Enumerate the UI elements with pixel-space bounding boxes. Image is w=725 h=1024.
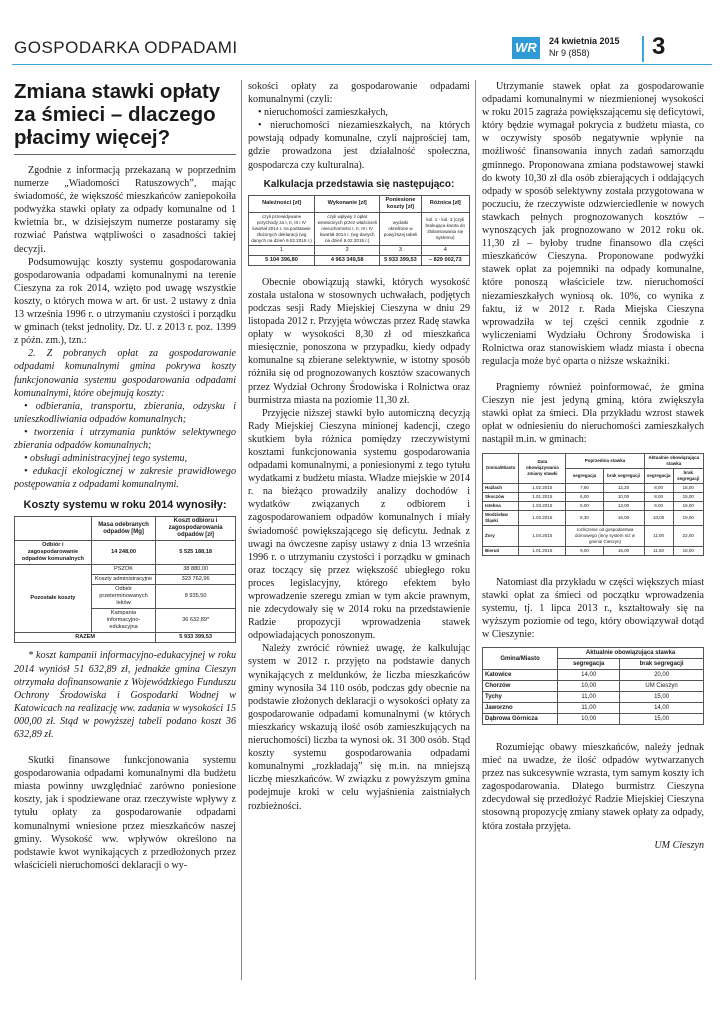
table-cell: Kampania informacyjno-edukacyjna: [91, 609, 156, 633]
table-cell: 10,00: [603, 492, 644, 501]
table-cell: 5 104 396,80: [249, 255, 315, 265]
table-cell: 1: [249, 245, 315, 255]
page-header: [12, 34, 712, 65]
article-title: Zmiana stawki opłaty za śmieci – dlaczego płacimy więcej?: [14, 80, 236, 155]
table-header: [15, 517, 92, 541]
table-cell: 1.04.2015: [519, 525, 566, 546]
table-header: brak segregacji: [603, 468, 644, 483]
footnote: * koszt kampanii informacyjno-edukacyjnej w roku 2014 wyniósł 51 632,89 zł, jednakże gmina Cieszyn otrzymała dofinansowanie z Wojewódzkiego Funduszu Ochrony Środowiska i Gospodarki Wodnej w Katowicach na realizację ww. zadania w wysokości 15 000,00 zł. Stąd w powyższej tabeli podano koszt 36 632,89 zł.: [14, 650, 236, 740]
table-cell: 2: [315, 245, 380, 255]
paragraph: Podsumowując koszty systemu gospodarowania gospodarowania odpadami komunalnymi na terenie Cieszyna za rok 2014, wzięto pod uwagę wszystkie koszty, o których mowa w art. 6r ust. 2 ustawy z dnia 13 września 1996 r. o utrzymaniu czystości i porządku w gminach (tekst jednolity. Dz. U. z 2013 r. poz. 1399 z późn. zm.), tzn.:: [14, 256, 236, 347]
table-cell: 5 933 399,53: [380, 255, 421, 265]
table-cell: 8,00: [644, 492, 673, 501]
table-header: segregacja: [566, 468, 603, 483]
table-cell: 16,00: [673, 501, 703, 510]
table-cell: 15,00: [673, 483, 703, 492]
page-number: 3: [652, 33, 666, 60]
table-cell: 323 762,96: [156, 575, 236, 585]
table-cell: 1.02.2015: [519, 483, 566, 492]
table-header: Gmina/Miasto: [483, 648, 558, 670]
table-row: [483, 510, 704, 525]
list-item: • odbierania, transportu, zbierania, odzysku i unieszkodliwiania odpadów komunalnych;: [14, 400, 236, 425]
table-cell: 20,00: [620, 670, 704, 681]
list-item: • nieruchomości zamieszkałych,: [258, 107, 388, 119]
table-cell: 16,00: [603, 546, 644, 555]
table-cell: RAZEM: [15, 633, 156, 643]
table-cell: Jaworzno: [483, 703, 558, 714]
column-divider: [475, 80, 476, 980]
table-row: [15, 633, 236, 643]
cost-list: [14, 400, 236, 492]
table-row: [483, 483, 704, 492]
table-cell: 22,00: [673, 525, 703, 546]
table-cell: Katowice: [483, 670, 558, 681]
table-cell: 38 880,00: [156, 565, 236, 575]
table-cell: 11,50: [644, 546, 673, 555]
table-cell: 1.01.2015: [519, 492, 566, 501]
table-cell: 10,00: [644, 510, 673, 525]
table-cell: 1.03.2015: [519, 510, 566, 525]
table-row: [483, 703, 704, 714]
signature: UM Cieszyn: [654, 839, 704, 851]
table-cell: 19,00: [673, 510, 703, 525]
table-cell: 6,00: [566, 501, 603, 510]
table-cell: 15,00: [673, 492, 703, 501]
table-header: Aktualnie obowiązująca stawka: [558, 648, 704, 659]
table-cell: Hażlach: [483, 483, 519, 492]
paragraph: Zgodnie z informacją przekazaną w poprzednim numerze „Wiadomości Ratuszowych”, mając świadomość, że większość mieszkańców zaniepokoiła podwyżka stawki opłaty za odpady komunalne od 1 kwietnia br., w dzisiejszym numerze postaramy się rozwiać Państwa wątpliwości o zasadności takiej decyzji.: [14, 165, 236, 255]
table-row: [483, 546, 704, 555]
table-cell: 5 525 188,18: [156, 541, 236, 565]
paragraph: Obecnie obowiązują stawki, których wysokość została ustalona w stosownych uchwałach, podjętych podczas sesji Rady Miejskiej Cieszyna w dniu 29 listopada 2012 r. Przyjęta wówczas przez Radę stawka opłaty w wysokości 8,30 zł od mieszkańca miesięcznie, ponoszona w przypadku, kiedy odpady komunalne są zbierane selektywnie, w istotny sposób różniła się od prognozowanych kosztów szacowanych przez Wydział Ochrony Środowiska i Rolnictwa oraz burmistrza miasta na poziomie 11,30 zł.: [248, 276, 470, 406]
table-cell: Chorzów: [483, 681, 558, 692]
table-row: [483, 492, 704, 501]
table-cell: Koszty administracyjne: [91, 575, 156, 585]
table-row: [249, 245, 470, 255]
table-cell: 18,00: [673, 546, 703, 555]
table-header: Należności [zł]: [249, 195, 315, 212]
table-cell: Pozostałe koszty: [15, 565, 92, 633]
table-cell: 16,00: [603, 510, 644, 525]
table-cell: 8 935,50: [156, 585, 236, 609]
table-row: [15, 541, 236, 565]
table-cell: Dąbrowa Górnicza: [483, 714, 558, 725]
table-title: Kalkulacja przedstawia się następująco:: [263, 178, 455, 190]
table-cell: Istebna: [483, 501, 519, 510]
table-cell: Odbiór przeterminowanych leków: [91, 585, 156, 609]
table-cell: 11,00: [558, 692, 620, 703]
table-cell: 14,00: [558, 670, 620, 681]
table-row: [483, 681, 704, 692]
table-cell: 6,00: [566, 492, 603, 501]
table-cell: Wodzisław Śląski: [483, 510, 519, 525]
table-cell: 7,60: [566, 483, 603, 492]
table-cell: Skoczów: [483, 492, 519, 501]
table-row: [15, 565, 236, 575]
table-cell: Bieruń: [483, 546, 519, 555]
table-cell: 3: [380, 245, 421, 255]
paragraph: sokości opłaty za gospodarowanie odpadami komunalnymi (czyli:: [248, 81, 470, 106]
table-row: [483, 670, 704, 681]
paragraph: Natomiast dla przykładu w części większych miast stawki opłat za śmieci od początku wprowadzenia systemu, tj. 1 lipca 2013 r., kształtowały się na wyższym poziomie od tego, który obowiązywał dotąd w Cieszynie:: [482, 576, 704, 640]
column-divider: [241, 80, 242, 980]
table-title: Koszty systemu w roku 2014 wynosiły:: [23, 499, 227, 512]
table-row: [483, 501, 704, 510]
table-cell: 11,00: [644, 525, 673, 546]
table-cell: 9,00: [566, 546, 603, 555]
cities-table: [482, 647, 704, 725]
issue-number: Nr 9 (858): [549, 48, 590, 58]
paragraph: Utrzymanie stawek opłat za gospodarowanie odpadami komunalnymi w niezmienionej wysokości w roku 2015 zagraża powiększającemu się deficytowi, który będzie wymagał pokrycia z budżetu miasta, co w oczywisty sposób negatywnie wpłynie na możliwość finansowania innych zadań samorządu gminnego. Proponowana zmiana podstawowej stawki do kwoty 10,30 zł dla osób zbierających i oddających odpady w sposób selektywny została przygotowana w poczuciu, że rzeczywiste odzwierciedlenie w nowych stawkach pełnych prognozowanych kosztów – wynoszących jak prognozowano w 2012 roku ok. 11,30 zł – byłoby trudne finansowo dla części mieszkańców Cieszyna. Proponowane podwyżki stawek opłat za pojemniki na odpady komunalne, które ponoszą właściciele tzw. nieruchomości niezamieszkałych wyniosą ok. 10%, co wynika z faktu, iż w 2012 r. Rada Miejska Cieszyna wprowadziła w tej części cennik zgodnie z wyliczeniami Wydziału Ochrony Środowiska i Rolnictwa oraz stanowiskiem władz miasta i obecna regulacja może być oparta o niższe wskaźniki.: [482, 81, 704, 367]
table-cell: 15,00: [620, 714, 704, 725]
column-3: [482, 80, 704, 852]
table-cell: czyli wpływy z opłat wniesionych przez właścicieli nieruchomości I, II, III i IV kwartał 2014 r. (wg danych na dzień 9.02.2015 r.): [315, 212, 380, 245]
table-header: Koszt odbioru i zagospodarowania odpadów [zł]: [156, 517, 236, 541]
table-row: [249, 212, 470, 245]
table-row: [483, 714, 704, 725]
municipalities-table: [482, 453, 704, 556]
list-item: • tworzenia i utrzymania punktów selektywnego zbierania odpadów komunalnych;: [14, 426, 236, 451]
table-row: [483, 525, 704, 546]
table-cell: PSZOK: [91, 565, 156, 575]
table-cell: 1.01.2015: [519, 546, 566, 555]
table-header: Data obowiązywania zmiany stawki: [519, 453, 566, 483]
table-header: Masa odebranych odpadów [Mg]: [91, 517, 156, 541]
issue-date: 24 kwietnia 2015: [549, 36, 620, 46]
list-item: • nieruchomości niezamieszkałych, na których powstają odpady komunalne, czyli najprościej tam, gdzie prowadzona jest działalność społeczna, gospodarcza czy kulturalna).: [248, 120, 470, 171]
table-header: Wykonanie [zł]: [315, 195, 380, 212]
table-header: Aktualnie obowiązująca stawka: [644, 453, 703, 468]
table-cell: 1.03.2015: [519, 501, 566, 510]
table-cell: 12,20: [603, 483, 644, 492]
table-header: Różnica [zł]: [421, 195, 469, 212]
table-cell: rozliczenie od gospodarstwa domowego (inny system niż w gminie Cieszyn): [566, 525, 644, 546]
table-cell: wydatki określone w powyższej tabeli: [380, 212, 421, 245]
table-cell: Tychy: [483, 692, 558, 703]
table-cell: kol. 1 - kol. 3 (czyli brakująca kwota do zbilansowania się systemu): [421, 212, 469, 245]
table-cell: 8,30: [566, 510, 603, 525]
table-header: segregacja: [558, 659, 620, 670]
paragraph: Skutki finansowe funkcjonowania systemu gospodarowania odpadami komunalnymi dla budżetu miasta powinny uwzględniać zarówno poniesione koszty, jak i spodziewane oraz rzeczywiste wpływy z tytułu opłaty za gospodarowanie odpadami komunalnymi wniesione przez mieszkańców naszej gminy. Wysokość ww. wpływów określono na podstawie kwot wynikających z przedłożonych przez właścicieli nieruchomości deklaracji o wy-: [14, 755, 236, 871]
list-item: • edukacji ekologicznej w zakresie prawidłowego postępowania z odpadami komunalnymi.: [14, 466, 236, 491]
table-cell: 15,00: [620, 692, 704, 703]
table-cell: 8,00: [644, 483, 673, 492]
table-header: brak segregacji: [620, 659, 704, 670]
table-cell: 10,00: [558, 714, 620, 725]
table-header: Gmina/Miasto: [483, 453, 519, 483]
table-header: brak segregacji: [673, 468, 703, 483]
table-cell: – 829 002,73: [421, 255, 469, 265]
table-cell: 11,00: [558, 703, 620, 714]
table-row: [249, 255, 470, 265]
table-header: segregacja: [644, 468, 673, 483]
section-title: GOSPODARKA ODPADAMI: [14, 38, 238, 57]
paragraph: Pragniemy również poinformować, że gmina Cieszyn nie jest jedyną gminą, która zwiększyła stawki opłat za śmieci. Dla przykładu wzrost stawek opłat w odniesieniu do nieruchomości zamieszkałych nastąpił m.in. w gminach:: [482, 382, 704, 446]
table-cell: czyli przewidywane przychody za I, II, III i IV kwartał 2014 r. na podstawie złożonych deklaracji (wg danych na dzień 9.02.2015 r.): [249, 212, 315, 245]
table-cell: 13,00: [603, 501, 644, 510]
column-2: [248, 80, 470, 813]
paragraph: Należy zwrócić również uwagę, że kalkulując system w 2012 r. przyjęto na podstawie danych wynikających z meldunków, że liczba mieszkańców gminy wynosiła 34 110 osób, podczas gdy obecnie na podstawie złożonych deklaracji o wysokości opłaty za gospodarowanie odpadami komunalnymi (w których mieszkańcy wskazują ilość osób zamieszkujących na nieruchomości) liczba ta wynosi ok. 31 300 osób. Stąd koszty systemu gospodarowania odpadami komunalnymi „rozkładają” się m.in. na mniejszą liczbę mieszkańców. W związku z powyższym gmina podejmuje kroki w celu wyjaśnienia zaistniałych rozbieżności.: [248, 643, 470, 812]
table-cell: 10,00: [558, 681, 620, 692]
table-header: Poprzednia stawka: [566, 453, 644, 468]
table-cell: 4: [421, 245, 469, 255]
table-cell: 14,00: [620, 703, 704, 714]
property-list: [248, 106, 470, 171]
table-cell: Odbiór i zagospodarowanie odpadów komunalnych: [15, 541, 92, 565]
paragraph: Przyjęcie niższej stawki było automiczną decyzją Rady Miejskiej Cieszyna minionej kadencji, czego skutkiem była różnica pomiędzy rzeczywistymi kosztami funkcjonowania systemu gospodarowania odpadami komunalnymi, a poniesionymi z tego tytułu wydatkami z budżetu miasta. Władze miejskie w 2014 r. na bieżąco prowadziły analizy dochodów i wydatków związanych z odbiorem i zagospodarowaniem odpadów komunalnych i miały świadomość powiększającego się deficytu. Jednak z uwagi na ówczesne zapisy ustawy z dnia 13 września 1996 r. o utrzymaniu czystości i porządku w gminach oraz toczący się przez większość ubiegłego roku proces legislacyjny, którego efektem było wprowadzenie szeregu zmian w tym akcie prawnym, nie zdecydowały się w 2014 roku na przedstawienie Radzie propozycji wprowadzenia stawek odpowiadających ponoszonym.: [248, 407, 470, 642]
table-row: [483, 692, 704, 703]
table-cell: UM Cieszyn: [620, 681, 704, 692]
column-1: [14, 80, 236, 872]
table-cell: 4 963 349,58: [315, 255, 380, 265]
table-cell: Żory: [483, 525, 519, 546]
wr-logo: WR: [512, 37, 540, 59]
paragraph: 2. Z pobranych opłat za gospodarowanie odpadami komunalnymi gmina pokrywa koszty funkcjonowania systemu gospodarowania odpadami komunalnymi, które obejmują koszty:: [14, 348, 236, 399]
paragraph: Rozumiejąc obawy mieszkańców, należy jednak mieć na uwadze, że ilość odpadów wytwarzanych przez nas sukcesywnie wzrasta, tym samym koszty ich zagospodarowania. Dlatego burmistrz Cieszyna zdecydował się przedłożyć Radzie Miejskiej Cieszyna stosowną propozycję zmiany stawek opłaty za odpady, która została przyjęta.: [482, 742, 704, 832]
table-header: Poniesione koszty [zł]: [380, 195, 421, 212]
costs-table: [14, 516, 236, 643]
calculation-table: [248, 195, 470, 266]
table-cell: 5 933 399,53: [156, 633, 236, 643]
header-divider: [642, 36, 644, 62]
table-cell: 9,00: [644, 501, 673, 510]
table-cell: 36 632,89*: [156, 609, 236, 633]
table-cell: 14 248,00: [91, 541, 156, 565]
list-item: • obsługi administracyjnej tego systemu,: [24, 453, 188, 465]
